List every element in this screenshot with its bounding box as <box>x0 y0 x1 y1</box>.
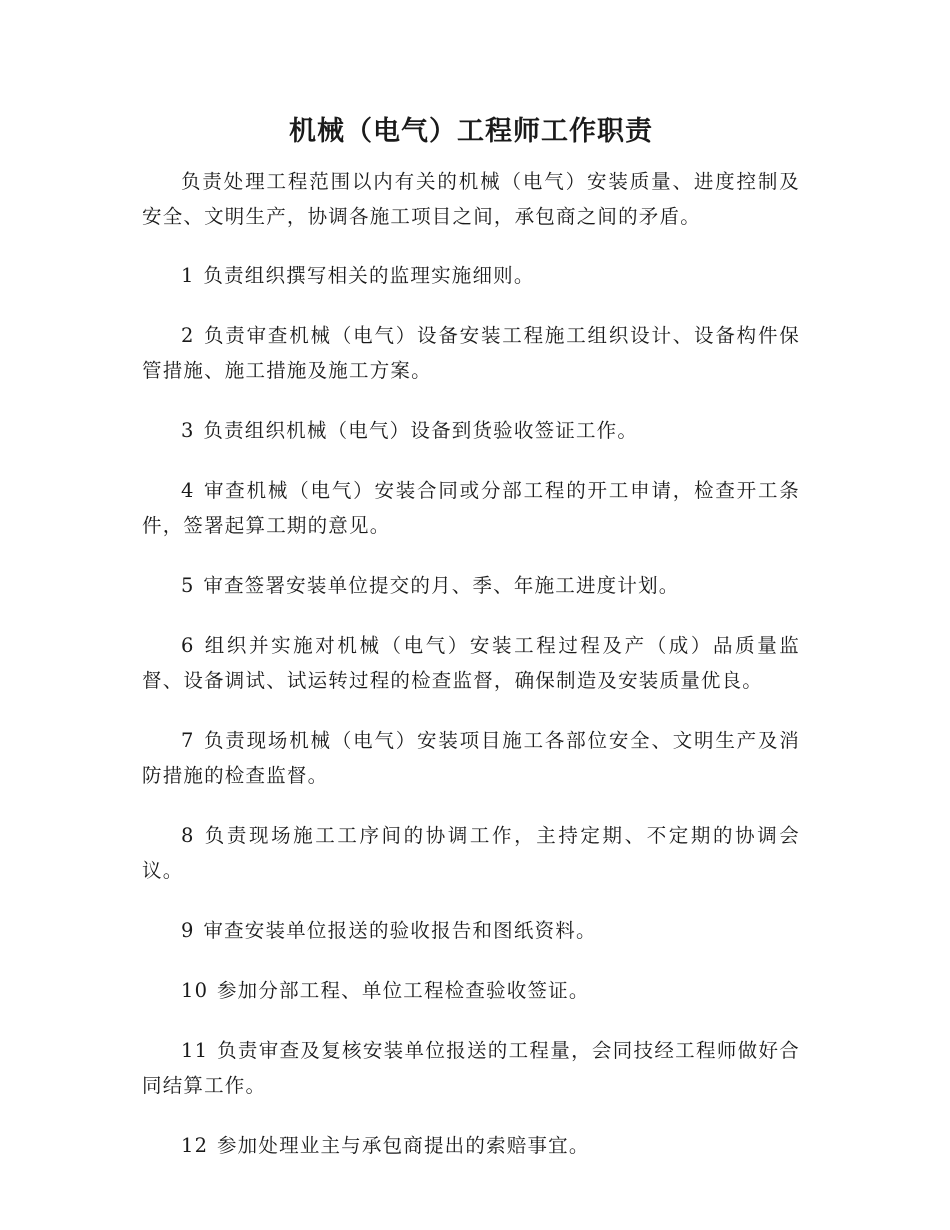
duty-item-9 <box>142 913 800 948</box>
duty-number: 3 <box>181 419 195 442</box>
duty-item-11 <box>142 1033 800 1103</box>
duty-text: 参加分部工程、单位工程检查验收签证。 <box>216 979 590 1002</box>
duty-item-10 <box>142 973 800 1008</box>
duty-item-12 <box>142 1128 800 1163</box>
duty-item-3 <box>142 413 800 448</box>
duty-number: 12 <box>181 1134 209 1157</box>
duty-text: 负责审查及复核安装单位报送的工程量，会同技经工程师做好合同结算工作。 <box>142 1039 800 1097</box>
intro-paragraph: 负责处理工程范围以内有关的机械（电气）安装质量、进度控制及安全、文明生产，协调各施工项目之间，承包商之间的矛盾。 <box>142 170 800 228</box>
duty-number: 10 <box>181 979 209 1002</box>
duty-number: 9 <box>181 919 195 942</box>
duty-number: 2 <box>181 324 195 347</box>
duty-text: 负责组织撰写相关的监理实施细则。 <box>203 264 535 287</box>
duty-text: 审查签署安装单位提交的月、季、年施工进度计划。 <box>203 574 680 597</box>
duty-item-7 <box>142 723 800 793</box>
duty-number: 5 <box>181 574 195 597</box>
duty-number: 6 <box>181 634 195 657</box>
duty-item-1 <box>142 258 800 293</box>
duty-number: 7 <box>181 729 195 752</box>
duty-text: 审查安装单位报送的验收报告和图纸资料。 <box>203 919 597 942</box>
duty-number: 4 <box>181 479 195 502</box>
duty-text: 负责现场机械（电气）安装项目施工各部位安全、文明生产及消防措施的检查监督。 <box>142 729 800 787</box>
duty-item-4 <box>142 473 800 543</box>
duty-text: 审查机械（电气）安装合同或分部工程的开工申请，检查开工条件，签署起算工期的意见。 <box>142 479 800 537</box>
duty-number: 8 <box>181 824 195 847</box>
duty-item-6 <box>142 628 800 698</box>
document-title: 机械（电气）工程师工作职责 <box>289 116 653 147</box>
duty-text: 负责审查机械（电气）设备安装工程施工组织设计、设备构件保管措施、施工措施及施工方案。 <box>142 324 800 382</box>
duty-number: 1 <box>181 264 195 287</box>
duty-item-8 <box>142 818 800 888</box>
duty-text: 负责现场施工工序间的协调工作，主持定期、不定期的协调会议。 <box>142 824 800 882</box>
duty-text: 参加处理业主与承包商提出的索赔事宜。 <box>216 1134 590 1157</box>
duty-number: 11 <box>181 1039 209 1062</box>
duty-item-2 <box>142 318 800 388</box>
duty-text: 负责组织机械（电气）设备到货验收签证工作。 <box>203 419 639 442</box>
duty-text: 组织并实施对机械（电气）安装工程过程及产（成）品质量监督、设备调试、试运转过程的检查监督，确保制造及安装质量优良。 <box>142 634 800 692</box>
duty-item-5 <box>142 568 800 603</box>
